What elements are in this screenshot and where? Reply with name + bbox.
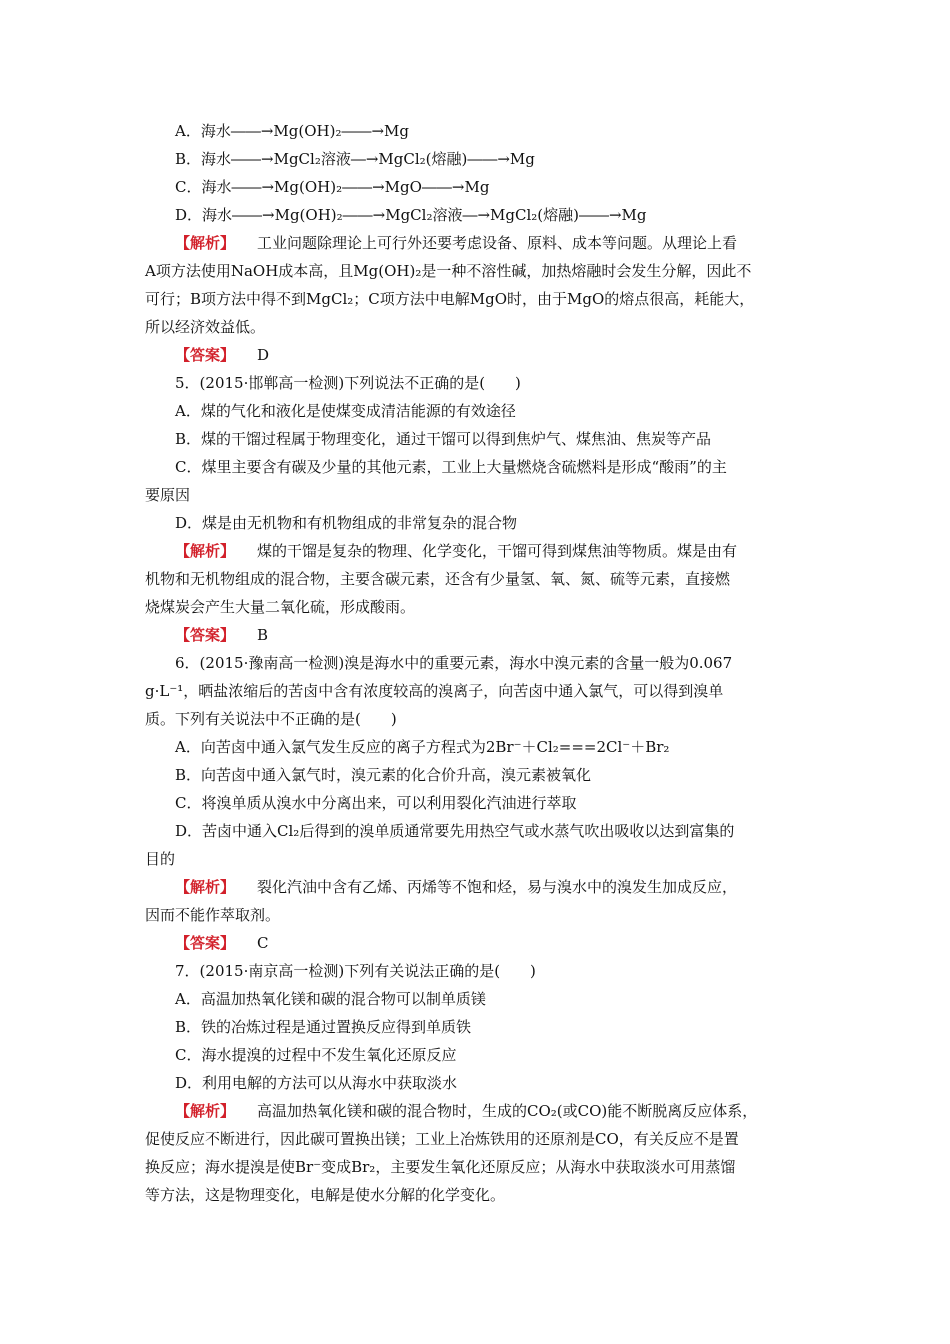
q6-option-a: A．向苦卤中通入氯气发生反应的离子方程式为2Br⁻＋Cl₂===2Cl⁻＋Br₂ [175, 738, 670, 756]
q7-analysis-line: 等方法，这是物理变化，电解是使水分解的化学变化。 [145, 1186, 506, 1204]
q5-analysis-line: 机物和无机物组成的混合物，主要含碳元素，还含有少量氢、氧、氮、硫等元素，直接燃 [145, 570, 731, 588]
q5-analysis-line: 烧煤炭会产生大量二氧化硫，形成酸雨。 [145, 598, 416, 616]
q4-analysis-line: 所以经济效益低。 [145, 318, 266, 336]
answer-label: 【答案】 [175, 346, 236, 364]
q5-stem: 5．(2015·邯郸高一检测)下列说法不正确的是( ) [175, 374, 521, 392]
q5-answer-value: B [257, 626, 269, 644]
q4-option-c: C．海水――→Mg(OH)₂――→MgO――→Mg [175, 178, 490, 196]
q7-analysis-line: 【解析】 高温加热氧化镁和碳的混合物时，生成的CO₂(或CO)能不断脱离反应体系， [175, 1102, 758, 1120]
q5-option-d: D．煤是由无机物和有机物组成的非常复杂的混合物 [175, 514, 518, 532]
q6-analysis-line: 【解析】 裂化汽油中含有乙烯、丙烯等不饱和烃，易与溴水中的溴发生加成反应， [175, 878, 738, 896]
answer-label: 【答案】 [175, 934, 236, 952]
q6-option-d-cont: 目的 [145, 850, 176, 868]
q7-option-d: D．利用电解的方法可以从海水中获取淡水 [175, 1074, 458, 1092]
q5-option-c-cont: 要原因 [145, 486, 191, 504]
analysis-label: 【解析】 [175, 542, 236, 560]
q7-analysis-line: 换反应；海水提溴是使Br⁻变成Br₂，主要发生氧化还原反应；从海水中获取淡水可用蒸馏 [145, 1158, 736, 1176]
document-page [145, 117, 820, 1209]
q4-analysis-line: 可行；B项方法中得不到MgCl₂；C项方法中电解MgO时，由于MgO的熔点很高，耗能大， [145, 290, 755, 308]
q4-option-a: A．海水――→Mg(OH)₂――→Mg [175, 122, 409, 140]
q7-stem: 7．(2015·南京高一检测)下列有关说法正确的是( ) [175, 962, 536, 980]
q6-analysis-line: 因而不能作萃取剂。 [145, 906, 281, 924]
analysis-label: 【解析】 [175, 878, 236, 896]
q7-analysis-line: 促使反应不断进行，因此碳可置换出镁；工业上冶炼铁用的还原剂是CO，有关反应不是置 [145, 1130, 739, 1148]
q4-answer-value: D [257, 346, 270, 364]
answer-label: 【答案】 [175, 626, 236, 644]
q5-answer-line [145, 621, 820, 649]
analysis-label: 【解析】 [175, 234, 236, 252]
q7-option-a: A．高温加热氧化镁和碳的混合物可以制单质镁 [175, 990, 486, 1008]
q5-analysis-line: 【解析】 煤的干馏是复杂的物理、化学变化，干馏可得到煤焦油等物质。煤是由有 [175, 542, 738, 560]
q6-stem: 6．(2015·豫南高一检测)溴是海水中的重要元素，海水中溴元素的含量一般为0.067 [175, 654, 733, 672]
q5-option-a: A．煤的气化和液化是使煤变成清洁能源的有效途径 [175, 402, 516, 420]
analysis-label: 【解析】 [175, 1102, 236, 1120]
q7-option-b: B．铁的冶炼过程是通过置换反应得到单质铁 [175, 1018, 472, 1036]
q6-option-c: C．将溴单质从溴水中分离出来，可以利用裂化汽油进行萃取 [175, 794, 577, 812]
q6-answer-value: C [257, 934, 269, 952]
q6-option-d: D．苦卤中通入Cl₂后得到的溴单质通常要先用热空气或水蒸气吹出吸收以达到富集的 [175, 822, 735, 840]
q4-option-b: B．海水――→MgCl₂溶液―→MgCl₂(熔融)――→Mg [175, 150, 535, 168]
q6-stem-cont: g·L⁻¹，晒盐浓缩后的苦卤中含有浓度较高的溴离子，向苦卤中通入氯气，可以得到溴单 [145, 682, 724, 700]
q6-option-b: B．向苦卤中通入氯气时，溴元素的化合价升高，溴元素被氧化 [175, 766, 592, 784]
q4-analysis-line: A项方法使用NaOH成本高，且Mg(OH)₂是一种不溶性碱，加热熔融时会发生分解，因此不 [145, 262, 752, 280]
q6-stem-cont: 质。下列有关说法中不正确的是( ) [145, 710, 397, 728]
q6-answer-line [145, 929, 820, 957]
q4-option-d: D．海水――→Mg(OH)₂――→MgCl₂溶液―→MgCl₂(熔融)――→Mg [175, 206, 647, 224]
q4-analysis-line: 【解析】 工业问题除理论上可行外还要考虑设备、原料、成本等问题。从理论上看 [175, 234, 738, 252]
q5-option-b: B．煤的干馏过程属于物理变化，通过干馏可以得到焦炉气、煤焦油、焦炭等产品 [175, 430, 712, 448]
q5-option-c: C．煤里主要含有碳及少量的其他元素，工业上大量燃烧含硫燃料是形成“酸雨”的主 [175, 458, 727, 476]
q7-option-c: C．海水提溴的过程中不发生氧化还原反应 [175, 1046, 457, 1064]
q4-answer-line [145, 341, 820, 369]
